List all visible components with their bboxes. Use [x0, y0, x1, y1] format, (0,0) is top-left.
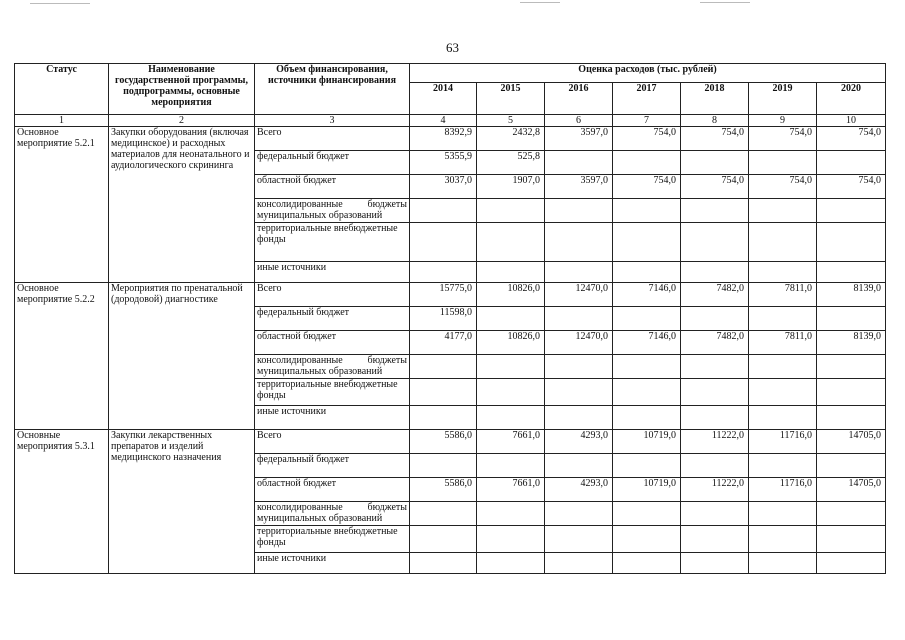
- amount-cell-2016: [545, 307, 613, 331]
- amount-cell-2019: [749, 502, 817, 526]
- amount-cell-2017: 754,0: [613, 175, 681, 199]
- amount-cell-2019: [749, 262, 817, 283]
- amount-cell-2020: [817, 307, 886, 331]
- amount-cell-2017: 10719,0: [613, 430, 681, 454]
- column-number: 1: [15, 115, 109, 127]
- amount-cell-2019: [749, 454, 817, 478]
- amount-cell-2017: [613, 379, 681, 406]
- activity-name: Закупки лекарственных препаратов и изделий медицинского назначения: [109, 430, 255, 574]
- amount-cell-2018: 11222,0: [681, 430, 749, 454]
- amount-cell-2015: [477, 526, 545, 553]
- amount-cell-2017: 10719,0: [613, 478, 681, 502]
- column-number: 7: [613, 115, 681, 127]
- amount-cell-2014: 11598,0: [410, 307, 477, 331]
- amount-cell-2018: [681, 553, 749, 574]
- funding-source: областной бюджет: [255, 478, 410, 502]
- amount-cell-2014: 3037,0: [410, 175, 477, 199]
- amount-cell-2017: [613, 553, 681, 574]
- funding-source: иные источники: [255, 553, 410, 574]
- amount-cell-2019: [749, 151, 817, 175]
- amount-cell-2017: [613, 454, 681, 478]
- amount-cell-2020: [817, 406, 886, 430]
- amount-cell-2020: 14705,0: [817, 430, 886, 454]
- funding-source: территориальные внебюджетные фонды: [255, 379, 410, 406]
- funding-source: консолидированные бюджеты муниципальных образований: [255, 355, 410, 379]
- column-number: 2: [109, 115, 255, 127]
- amount-cell-2016: [545, 406, 613, 430]
- column-number: 5: [477, 115, 545, 127]
- amount-cell-2017: 7146,0: [613, 331, 681, 355]
- amount-cell-2018: 7482,0: [681, 331, 749, 355]
- amount-cell-2014: [410, 406, 477, 430]
- amount-cell-2014: [410, 526, 477, 553]
- amount-cell-2016: [545, 355, 613, 379]
- amount-cell-2020: 754,0: [817, 127, 886, 151]
- amount-cell-2018: [681, 199, 749, 223]
- amount-cell-2020: [817, 379, 886, 406]
- activity-status: Основное мероприятие 5.2.1: [15, 127, 109, 283]
- header-volume: Объем финансирования, источники финансирования: [255, 64, 410, 115]
- amount-cell-2018: 754,0: [681, 175, 749, 199]
- funding-source: областной бюджет: [255, 175, 410, 199]
- amount-cell-2015: [477, 199, 545, 223]
- amount-cell-2018: 7482,0: [681, 283, 749, 307]
- funding-source: федеральный бюджет: [255, 307, 410, 331]
- table-row: [15, 430, 886, 454]
- amount-cell-2014: [410, 553, 477, 574]
- amount-cell-2020: [817, 454, 886, 478]
- amount-cell-2015: [477, 223, 545, 262]
- amount-cell-2018: [681, 151, 749, 175]
- column-number-row: [15, 115, 886, 127]
- amount-cell-2015: [477, 454, 545, 478]
- amount-cell-2020: [817, 223, 886, 262]
- amount-cell-2019: [749, 223, 817, 262]
- amount-cell-2018: [681, 223, 749, 262]
- amount-cell-2019: [749, 526, 817, 553]
- activity-name: Закупки оборудования (включая медицинское) и расходных материалов для неонатального и аудиологического скрининга: [109, 127, 255, 283]
- amount-cell-2019: [749, 199, 817, 223]
- column-number: 9: [749, 115, 817, 127]
- amount-cell-2014: [410, 379, 477, 406]
- amount-cell-2017: 754,0: [613, 127, 681, 151]
- amount-cell-2017: [613, 502, 681, 526]
- amount-cell-2014: 15775,0: [410, 283, 477, 307]
- activity-status: Основные мероприятия 5.3.1: [15, 430, 109, 574]
- amount-cell-2014: [410, 223, 477, 262]
- header-year: 2016: [545, 83, 613, 115]
- amount-cell-2020: 14705,0: [817, 478, 886, 502]
- amount-cell-2015: [477, 406, 545, 430]
- funding-source: территориальные внебюджетные фонды: [255, 223, 410, 262]
- column-number: 3: [255, 115, 410, 127]
- amount-cell-2019: [749, 355, 817, 379]
- scan-artifact: [520, 2, 560, 3]
- amount-cell-2020: [817, 502, 886, 526]
- amount-cell-2019: [749, 379, 817, 406]
- scan-artifact: [700, 2, 750, 3]
- budget-table: [14, 63, 886, 574]
- amount-cell-2020: [817, 262, 886, 283]
- header-status: Статус: [15, 64, 109, 115]
- amount-cell-2018: [681, 406, 749, 430]
- amount-cell-2019: [749, 553, 817, 574]
- amount-cell-2014: [410, 262, 477, 283]
- amount-cell-2017: [613, 307, 681, 331]
- amount-cell-2016: [545, 223, 613, 262]
- funding-source: федеральный бюджет: [255, 454, 410, 478]
- amount-cell-2019: 11716,0: [749, 478, 817, 502]
- amount-cell-2019: 754,0: [749, 127, 817, 151]
- amount-cell-2020: [817, 355, 886, 379]
- amount-cell-2014: [410, 454, 477, 478]
- header-year: 2017: [613, 83, 681, 115]
- amount-cell-2016: [545, 526, 613, 553]
- amount-cell-2017: [613, 262, 681, 283]
- amount-cell-2019: 7811,0: [749, 283, 817, 307]
- amount-cell-2020: [817, 199, 886, 223]
- funding-source: областной бюджет: [255, 331, 410, 355]
- funding-source: консолидированные бюджеты муниципальных образований: [255, 502, 410, 526]
- amount-cell-2014: 5355,9: [410, 151, 477, 175]
- amount-cell-2018: [681, 307, 749, 331]
- table-row: [15, 127, 886, 151]
- amount-cell-2018: [681, 454, 749, 478]
- scan-artifact: [30, 3, 90, 4]
- amount-cell-2014: [410, 199, 477, 223]
- amount-cell-2016: [545, 151, 613, 175]
- funding-source: консолидированные бюджеты муниципальных образований: [255, 199, 410, 223]
- amount-cell-2016: [545, 454, 613, 478]
- amount-cell-2018: [681, 379, 749, 406]
- amount-cell-2015: 1907,0: [477, 175, 545, 199]
- amount-cell-2017: [613, 526, 681, 553]
- amount-cell-2016: 4293,0: [545, 430, 613, 454]
- column-number: 8: [681, 115, 749, 127]
- amount-cell-2014: 8392,9: [410, 127, 477, 151]
- amount-cell-2016: [545, 379, 613, 406]
- amount-cell-2015: 10826,0: [477, 331, 545, 355]
- funding-source: иные источники: [255, 262, 410, 283]
- header-estimate: Оценка расходов (тыс. рублей): [410, 64, 886, 83]
- amount-cell-2016: [545, 553, 613, 574]
- amount-cell-2017: [613, 355, 681, 379]
- amount-cell-2014: 4177,0: [410, 331, 477, 355]
- activity-status: Основное мероприятие 5.2.2: [15, 283, 109, 430]
- amount-cell-2020: [817, 151, 886, 175]
- amount-cell-2019: [749, 406, 817, 430]
- funding-source: иные источники: [255, 406, 410, 430]
- amount-cell-2014: [410, 355, 477, 379]
- funding-source: федеральный бюджет: [255, 151, 410, 175]
- header-year: 2019: [749, 83, 817, 115]
- amount-cell-2015: [477, 307, 545, 331]
- column-number: 10: [817, 115, 886, 127]
- column-number: 4: [410, 115, 477, 127]
- amount-cell-2018: 11222,0: [681, 478, 749, 502]
- header-name: Наименование государственной программы, подпрограммы, основные мероприятия: [109, 64, 255, 115]
- amount-cell-2019: 754,0: [749, 175, 817, 199]
- amount-cell-2018: 754,0: [681, 127, 749, 151]
- activity-name: Мероприятия по пренатальной (дородовой) диагностике: [109, 283, 255, 430]
- amount-cell-2014: [410, 502, 477, 526]
- amount-cell-2015: [477, 355, 545, 379]
- funding-source: территориальные внебюджетные фонды: [255, 526, 410, 553]
- amount-cell-2014: 5586,0: [410, 478, 477, 502]
- amount-cell-2016: 12470,0: [545, 331, 613, 355]
- amount-cell-2017: [613, 223, 681, 262]
- amount-cell-2016: [545, 199, 613, 223]
- amount-cell-2016: 12470,0: [545, 283, 613, 307]
- header-year: 2018: [681, 83, 749, 115]
- funding-source: Всего: [255, 127, 410, 151]
- amount-cell-2017: 7146,0: [613, 283, 681, 307]
- amount-cell-2018: [681, 355, 749, 379]
- funding-source: Всего: [255, 283, 410, 307]
- amount-cell-2016: [545, 502, 613, 526]
- page-number: 63: [446, 40, 459, 55]
- amount-cell-2018: [681, 526, 749, 553]
- amount-cell-2016: 3597,0: [545, 175, 613, 199]
- amount-cell-2015: 525,8: [477, 151, 545, 175]
- amount-cell-2017: [613, 151, 681, 175]
- amount-cell-2015: 2432,8: [477, 127, 545, 151]
- amount-cell-2020: [817, 553, 886, 574]
- amount-cell-2016: [545, 262, 613, 283]
- amount-cell-2020: 8139,0: [817, 283, 886, 307]
- amount-cell-2020: [817, 526, 886, 553]
- amount-cell-2020: 8139,0: [817, 331, 886, 355]
- header-year: 2020: [817, 83, 886, 115]
- amount-cell-2019: 11716,0: [749, 430, 817, 454]
- amount-cell-2015: [477, 379, 545, 406]
- amount-cell-2019: 7811,0: [749, 331, 817, 355]
- amount-cell-2017: [613, 406, 681, 430]
- amount-cell-2015: 10826,0: [477, 283, 545, 307]
- column-number: 6: [545, 115, 613, 127]
- amount-cell-2014: 5586,0: [410, 430, 477, 454]
- amount-cell-2015: [477, 502, 545, 526]
- amount-cell-2019: [749, 307, 817, 331]
- amount-cell-2018: [681, 502, 749, 526]
- amount-cell-2016: 4293,0: [545, 478, 613, 502]
- amount-cell-2015: [477, 262, 545, 283]
- amount-cell-2015: [477, 553, 545, 574]
- header-year: 2014: [410, 83, 477, 115]
- funding-source: Всего: [255, 430, 410, 454]
- amount-cell-2015: 7661,0: [477, 430, 545, 454]
- amount-cell-2016: 3597,0: [545, 127, 613, 151]
- amount-cell-2020: 754,0: [817, 175, 886, 199]
- header-year: 2015: [477, 83, 545, 115]
- amount-cell-2018: [681, 262, 749, 283]
- amount-cell-2017: [613, 199, 681, 223]
- amount-cell-2015: 7661,0: [477, 478, 545, 502]
- table-row: [15, 283, 886, 307]
